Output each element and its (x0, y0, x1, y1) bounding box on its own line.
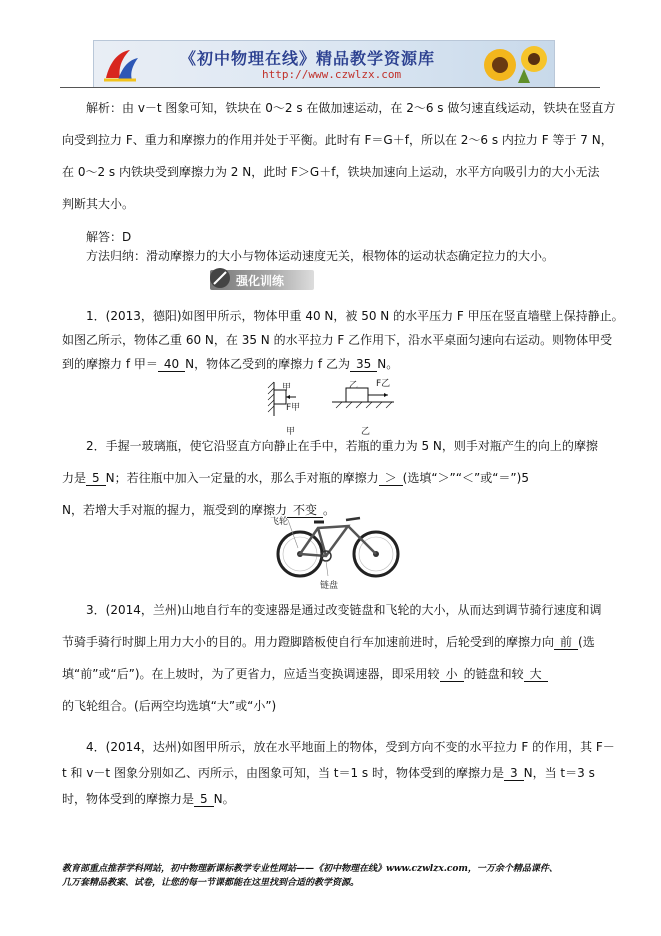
q2-text-c: (选填“＞”“＜”或“＝”)5 (402, 471, 529, 485)
q1-fig-force-jia: F甲 (286, 403, 301, 413)
question-3 (62, 594, 602, 722)
banner-title: 《初中物理在线》精品教学资源库 (180, 49, 436, 68)
section-label (210, 270, 314, 290)
q3-answer-2: 小 (440, 667, 464, 682)
bike-label-flywheel: 飞轮 (270, 517, 289, 527)
q3-answer-1: 前 (554, 635, 578, 650)
q2-text-b: N；若往瓶中加入一定量的水，那么手对瓶的摩擦力 (105, 471, 379, 485)
q3-text-a: 节骑手骑行时脚上用力大小的目的。用力蹬脚踏板使自行车加速前进时，后轮受到的摩擦力向 (62, 635, 555, 649)
analysis-line-3: 在 0～2 s 内铁块受到摩擦力为 2 N，此时 F＞G＋f，铁块加速向上运动，水平方向吸引力的大小无法 (62, 165, 600, 179)
q1-text-c: N。 (377, 357, 399, 371)
q1-caption-jia: 甲 (286, 427, 296, 437)
q3-line-2 (62, 626, 598, 658)
footer-line-1: 教育部重点推荐学科网站，初中物理新课标教学专业性网站——《初中物理在线》www.czwlzx.com，一万余个精品课件、 (62, 864, 558, 874)
q1-text-a: 到的摩擦力 f 甲＝ (62, 357, 158, 371)
analysis-line-2: 向受到拉力 F、重力和摩擦力的作用并处于平衡。此时有 F＝G＋f，所以在 2～6 s 内拉力 F 等于 7 N， (62, 133, 613, 147)
q3-text-c: 填“前”或“后”)。在上坡时，为了更省力，应适当变换调速器，即采用较 (62, 667, 440, 681)
footer-line-2: 几万套精品教案、试卷，让您的每一节课都能在这里找到合适的教学资源。 (62, 878, 360, 888)
bike-label-chainring: 链盘 (320, 581, 339, 591)
bicycle-figure (268, 512, 406, 586)
question-1 (62, 300, 624, 380)
q2-answer-3: 不变 (287, 503, 323, 518)
q4-text-c: 时，物体受到的摩擦力是 (62, 792, 195, 806)
analysis-line-1: 解析：由 v－t 图象可知，铁块在 0～2 s 在做加速运动，在 2～6 s 做匀速直线运动，铁块在竖直方 (86, 101, 616, 115)
q4-text-a: t 和 v－t 图象分别如乙、丙所示，由图象可知，当 t＝1 s 时，物体受到的摩擦力是 (62, 766, 504, 780)
question-4 (62, 734, 615, 812)
q1-caption-yi: 乙 (361, 427, 371, 437)
q3-text-d: 的链盘和较 (463, 667, 524, 681)
q1-fig-label-jia: 甲 (282, 383, 292, 393)
q4-answer-1: 3 (504, 766, 524, 781)
pen-icon (206, 264, 234, 292)
analysis-line-4: 判断其大小。 (62, 197, 135, 211)
sunflower-icon (478, 43, 552, 85)
section-title: 强化训练 (236, 274, 285, 288)
q4-answer-2: 5 (194, 792, 214, 807)
header-banner (93, 40, 555, 88)
banner-url[interactable]: http://www.czwlzx.com (262, 68, 402, 81)
header-rule (60, 87, 600, 88)
q1-text-b: N，物体乙受到的摩擦力 f 乙为 (185, 357, 350, 371)
q2-answer-2: ＞ (379, 471, 403, 486)
q3-answer-3: 大 (524, 667, 548, 682)
q4-line-3 (62, 786, 598, 812)
q1-fig-label-yi: 乙 (349, 381, 359, 391)
q1-answer-2: 35 (350, 357, 377, 372)
q3-text-b: (选 (578, 635, 595, 649)
method-line: 方法归纳：滑动摩擦力的大小与物体运动速度无关，根物体的运动状态确定拉力的大小。 (86, 249, 555, 263)
q1-line-1: 1．(2013，德阳)如图甲所示，物体甲重 40 N，被 50 N 的水平压力 F 甲压在竖直墙壁上保持静止。 (86, 309, 624, 323)
q1-answer-1: 40 (158, 357, 185, 372)
q3-line-3 (62, 658, 598, 690)
page-footer (62, 862, 622, 890)
q3-line-4: 的飞轮组合。(后两空均选填“大”或“小”) (62, 699, 277, 713)
q2-text-d: N，若增大手对瓶的握力，瓶受到的摩擦力 (62, 503, 287, 517)
analysis-block (62, 92, 616, 220)
q2-line-2 (62, 462, 598, 494)
q4-text-d: N。 (213, 792, 235, 806)
q1-fig-force-yi: F乙 (376, 379, 391, 389)
q2-line-1: 2．手握一玻璃瓶，使它沿竖直方向静止在手中，若瓶的重力为 5 N，则手对瓶产生的向上的摩擦 (86, 439, 598, 453)
answer-block (62, 228, 598, 266)
q2-text-e: 。 (323, 503, 336, 517)
q4-line-1: 4．(2014，达州)如图甲所示，放在水平地面上的物体，受到方向不变的水平拉力 F 的作用，其 F－ (86, 740, 615, 754)
q4-text-b: N，当 t＝3 s (523, 766, 595, 780)
answer-line: 解答：D (86, 230, 132, 244)
q2-answer-1: 5 (86, 471, 106, 486)
q2-text-a: 力是 (62, 471, 87, 485)
q1-line-2: 如图乙所示，物体乙重 60 N，在 35 N 的水平拉力 F 乙作用下，沿水平桌面匀速向右运动。则物体甲受 (62, 333, 613, 347)
q3-line-1: 3．(2014，兰州)山地自行车的变速器是通过改变链盘和飞轮的大小，从而达到调节骑行速度和调 (86, 603, 602, 617)
site-logo-icon (100, 44, 140, 84)
q4-line-2 (62, 760, 598, 786)
